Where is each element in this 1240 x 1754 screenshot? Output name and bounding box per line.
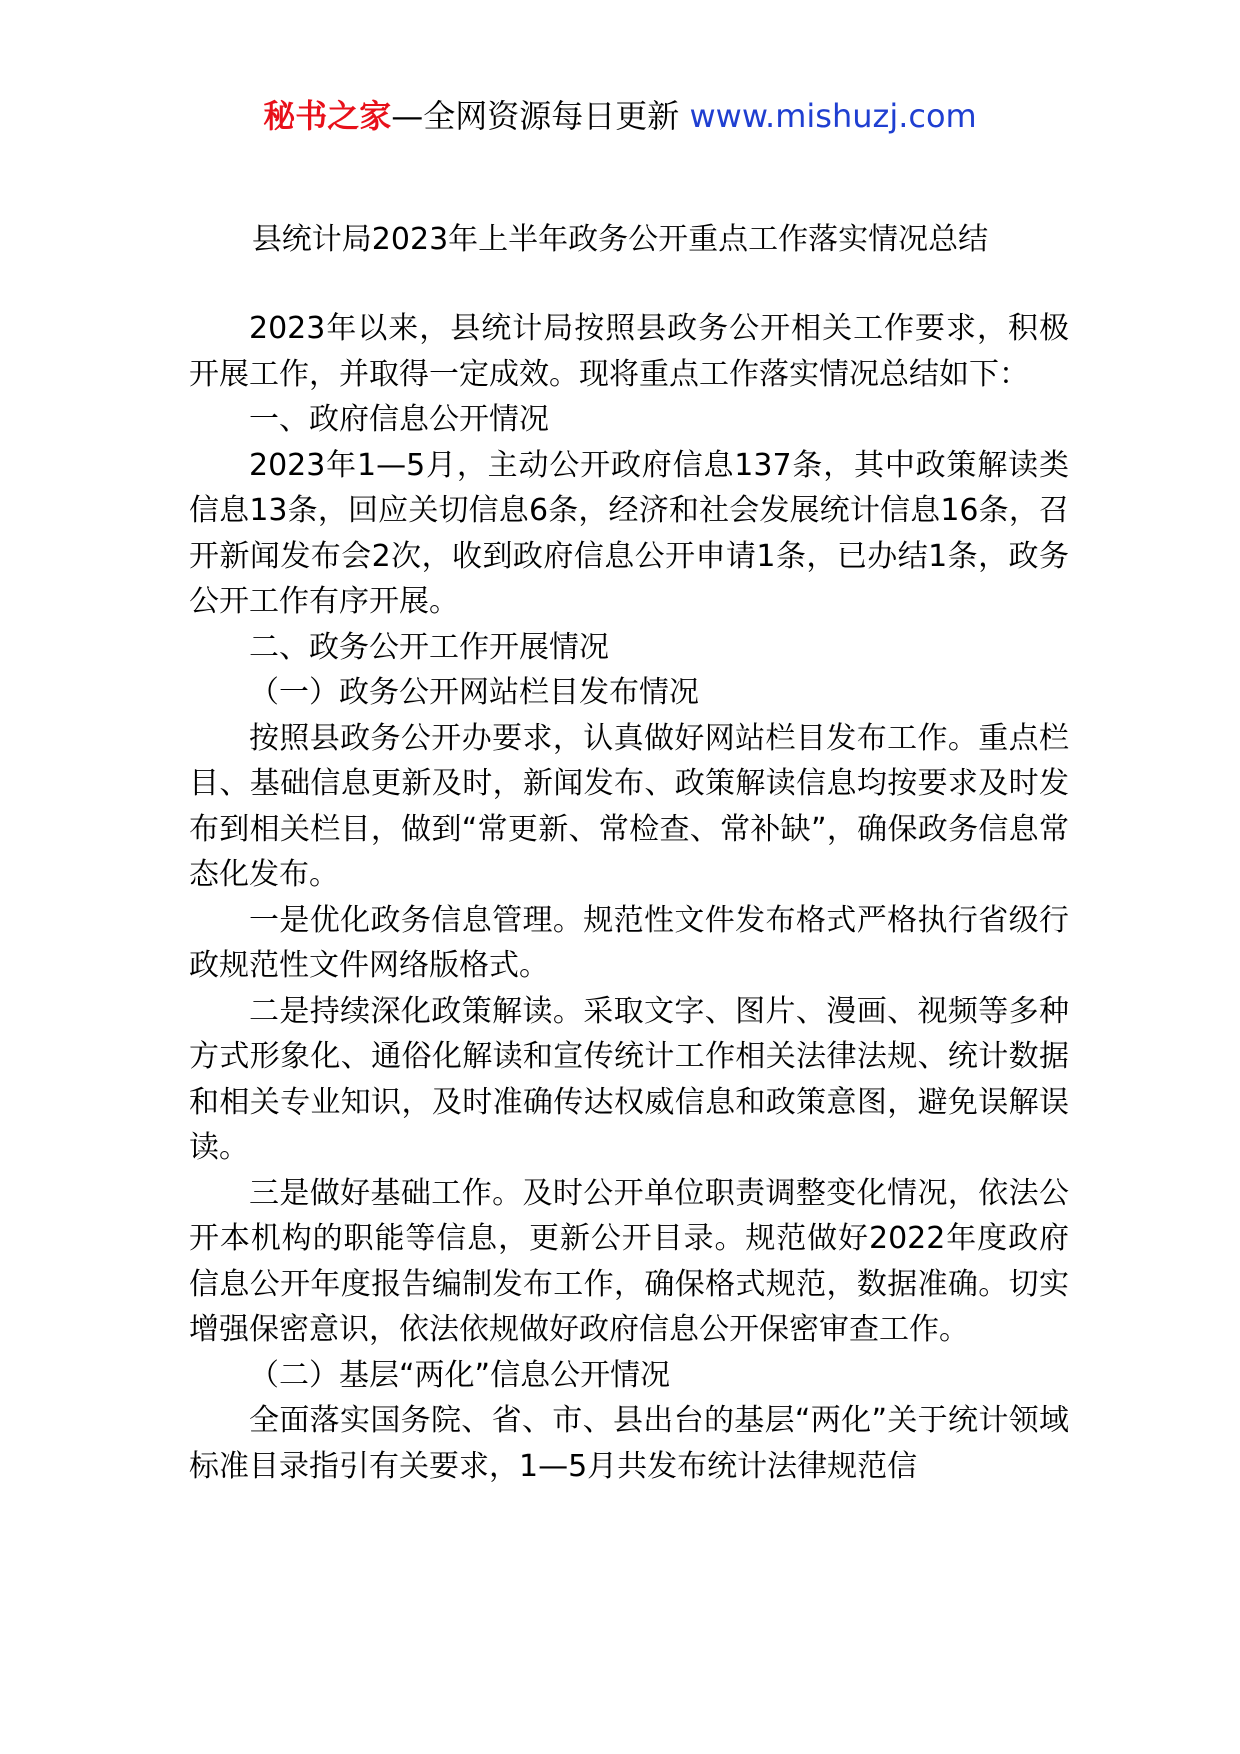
site-header <box>0 96 1240 136</box>
body-paragraph: 二是持续深化政策解读。采取文字、图片、漫画、视频等多种方式形象化、通俗化解读和宣传统计工作相关法律法规、统计数据和相关专业知识，及时准确传达权威信息和政策意图，避免误解误读。 <box>189 993 1069 1165</box>
body-paragraph: 按照县政务公开办要求，认真做好网站栏目发布工作。重点栏目、基础信息更新及时，新闻发布、政策解读信息均按要求及时发布到相关栏目，做到“常更新、常检查、常补缺”，确保政务信息常态化发布。 <box>189 720 1069 892</box>
site-brand: 秘书之家 <box>263 97 392 135</box>
intro-paragraph: 2023年以来，县统计局按照县政务公开相关工作要求，积极开展工作，并取得一定成效。现将重点工作落实情况总结如下： <box>189 311 1069 392</box>
body-paragraph: 三是做好基础工作。及时公开单位职责调整变化情况，依法公开本机构的职能等信息，更新公开目录。规范做好2022年度政府信息公开年度报告编制发布工作，确保格式规范，数据准确。切实增强保密意识，依法依规做好政府信息公开保密审查工作。 <box>189 1175 1069 1347</box>
body-paragraph: 一是优化政务信息管理。规范性文件发布格式严格执行省级行政规范性文件网络版格式。 <box>189 902 1069 983</box>
body-paragraph: 2023年1—5月，主动公开政府信息137条，其中政策解读类信息13条，回应关切信息6条，经济和社会发展统计信息16条，召开新闻发布会2次，收到政府信息公开申请1条，已办结1条，政务公开工作有序开展。 <box>189 447 1069 619</box>
subsection-heading-2: （二）基层“两化”信息公开情况 <box>249 1357 671 1393</box>
site-tagline: —全网资源每日更新 <box>391 97 680 135</box>
site-url-link[interactable]: www.mishuzj.com <box>689 97 977 135</box>
subsection-heading-1: （一）政务公开网站栏目发布情况 <box>249 675 699 710</box>
document-body <box>189 306 1069 1489</box>
section-heading-1: 一、政府信息公开情况 <box>249 402 549 437</box>
section-heading-2: 二、政务公开工作开展情况 <box>249 629 609 665</box>
body-paragraph: 全面落实国务院、省、市、县出台的基层“两化”关于统计领域标准目录指引有关要求，1—5月共发布统计法律规范信 <box>189 1403 1069 1484</box>
document-title: 县统计局2023年上半年政务公开重点工作落实情况总结 <box>251 222 989 257</box>
